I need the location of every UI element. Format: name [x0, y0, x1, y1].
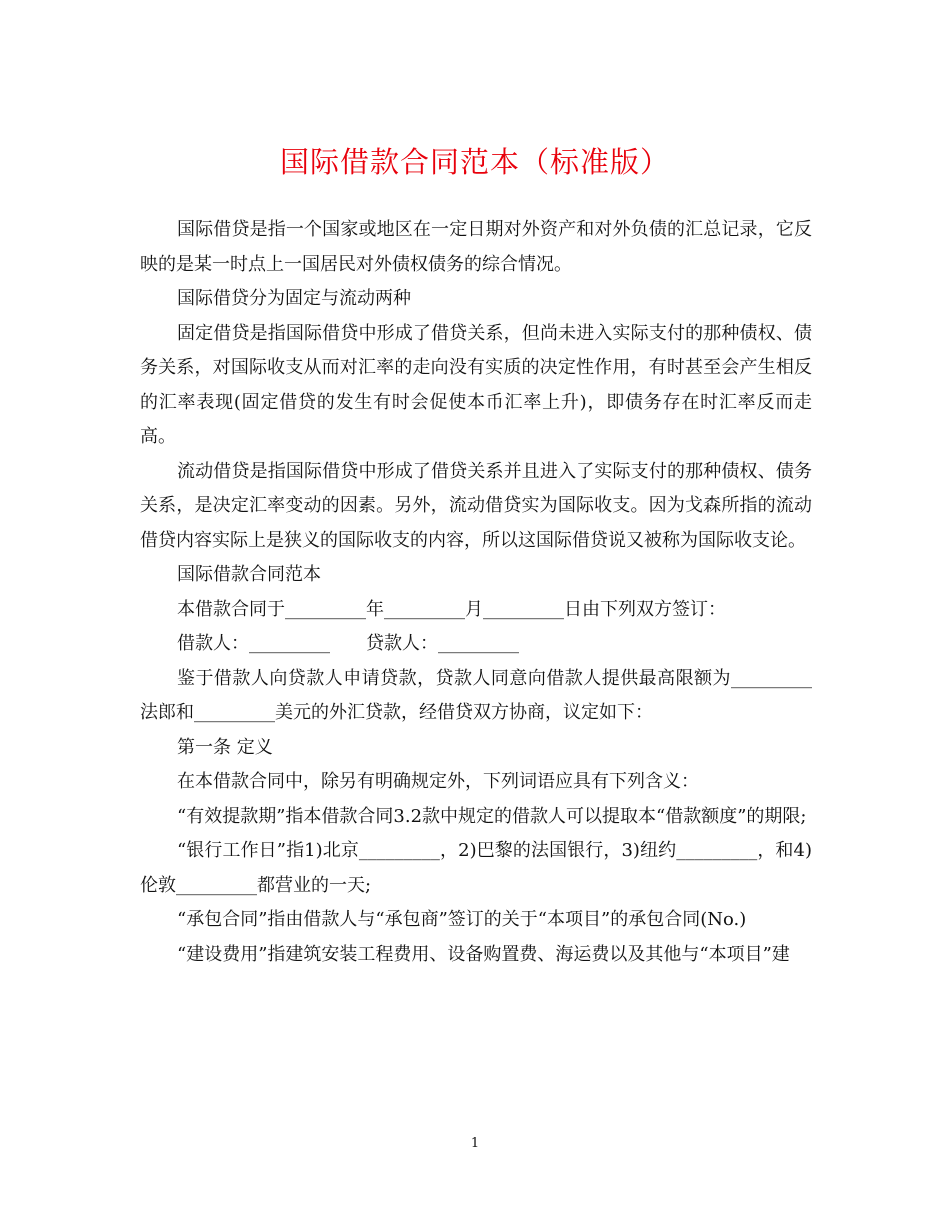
- paragraph: “有效提款期”指本借款合同3.2款中规定的借款人可以提取本“借款额度”的期限;: [177, 805, 807, 827]
- article-heading: 第一条 定义: [177, 736, 273, 758]
- paragraph: 流动借贷是指国际借贷中形成了借贷关系并且进入了实际支付的那种债权、债务关系，是决定汇率变动的因素。另外，流动借贷实为国际收支。因为戈森所指的流动借贷内容实际上是狭义的国际收支的内容，所以这国际借贷说又被称为国际收支论。: [140, 460, 812, 551]
- page-number: 1: [470, 1136, 480, 1151]
- paragraph: “承包合同”指由借款人与“承包商”签订的关于“本项目”的承包合同(No.): [177, 909, 747, 930]
- document-body: [140, 213, 812, 972]
- paragraph: “银行工作日”指1)北京_________，2)巴黎的法国银行，3)纽约_________，和4)伦敦_________都营业的一天;: [140, 840, 812, 896]
- paragraph: 固定借贷是指国际借贷中形成了借贷关系，但尚未进入实际支付的那种债权、债务关系，对国际收支从而对汇率的走向没有实质的决定性作用，有时甚至会产生相反的汇率表现(固定借贷的发生有时会促使本币汇率上升)，即债务存在时汇率反而走高。: [140, 322, 812, 447]
- document-title: 国际借款合同范本（标准版）: [279, 145, 670, 179]
- paragraph: “建设费用”指建筑安装工程费用、设备购置费、海运费以及其他与“本项目”建: [177, 943, 790, 965]
- section-heading: 国际借款合同范本: [177, 564, 321, 585]
- paragraph: 本借款合同于_________年_________月_________日由下列双方签订：: [177, 598, 726, 620]
- paragraph: 国际借贷分为固定与流动两种: [177, 288, 411, 309]
- paragraph: 在本借款合同中，除另有明确规定外，下列词语应具有下列含义：: [177, 771, 699, 792]
- parties-line: 借款人：_________ 贷款人：_________: [177, 633, 519, 654]
- paragraph: 鉴于借款人向贷款人申请贷款，贷款人同意向借款人提供最高限额为_________法郎和_________美元的外汇贷款，经借贷双方协商，议定如下：: [140, 667, 812, 723]
- paragraph: 国际借贷是指一个国家或地区在一定日期对外资产和对外负债的汇总记录，它反映的是某一时点上一国居民对外债权债务的综合情况。: [140, 219, 812, 275]
